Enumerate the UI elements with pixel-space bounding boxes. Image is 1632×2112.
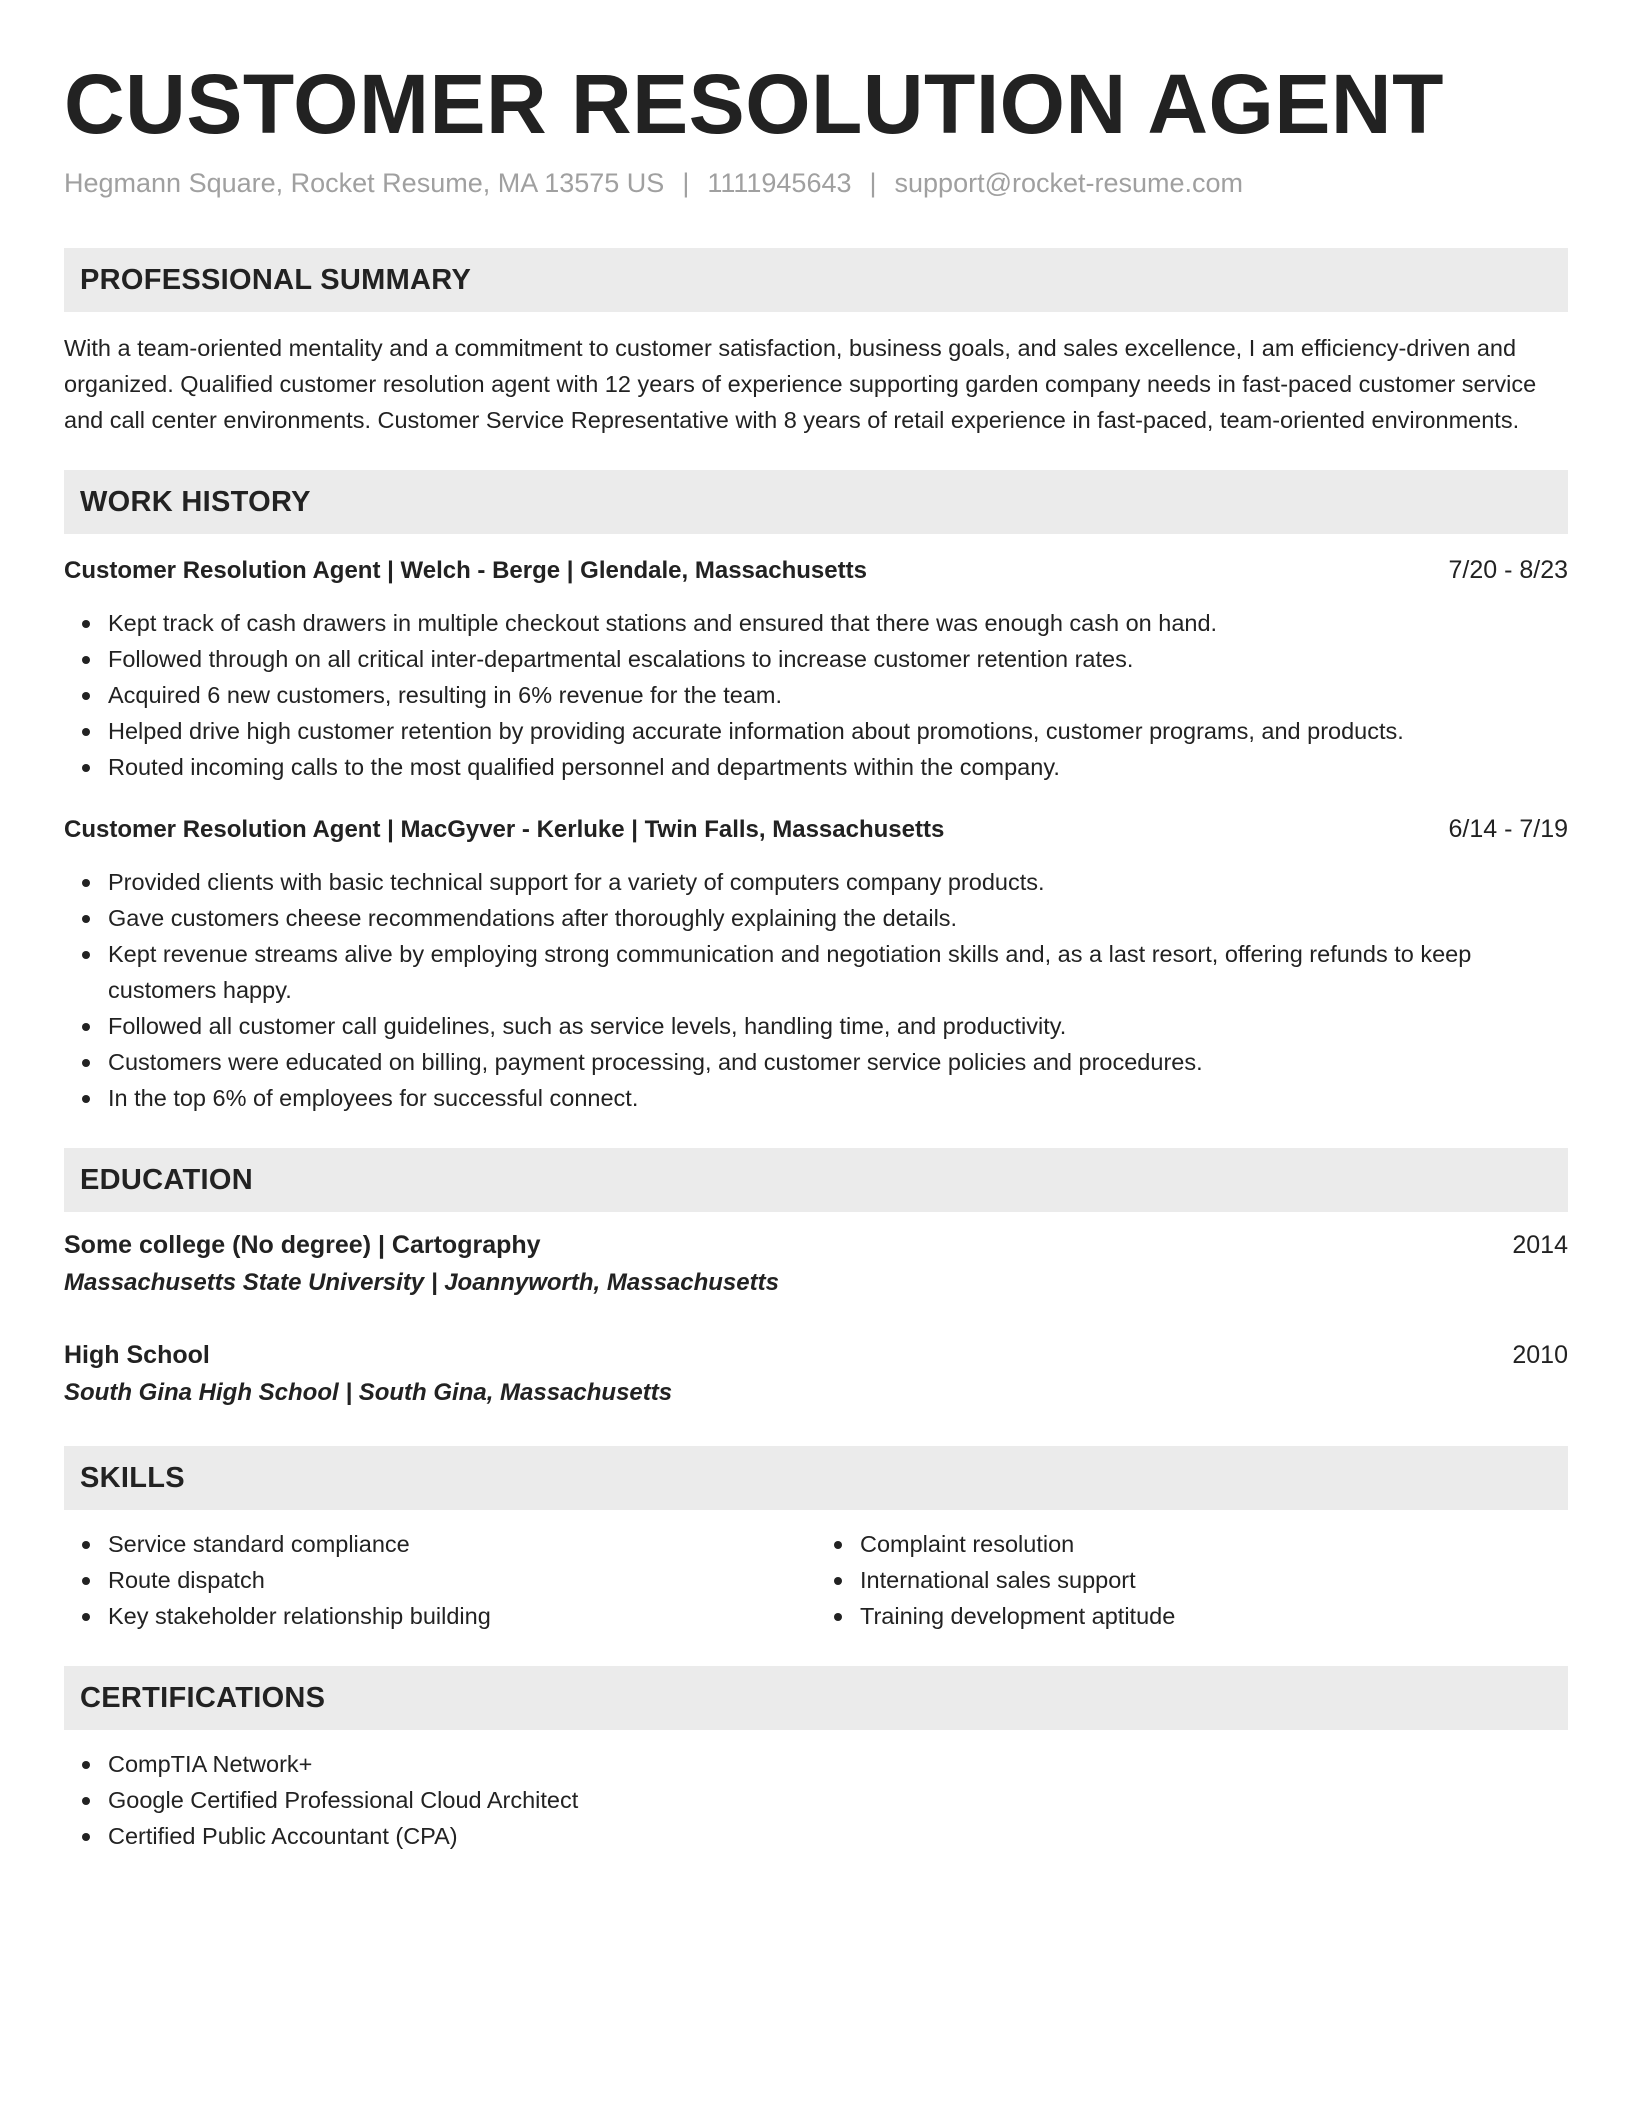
- work-history-section: [64, 470, 1568, 1116]
- skill-item: Training development aptitude: [860, 1598, 1568, 1634]
- job-entry: [64, 811, 1568, 1116]
- summary-body: [64, 330, 1568, 438]
- section-heading-certifications: CERTIFICATIONS: [64, 1666, 1568, 1730]
- job-bullet: Routed incoming calls to the most qualified personnel and departments within the company.: [108, 749, 1568, 785]
- education-school: South Gina High School | South Gina, Massachusetts: [64, 1379, 673, 1406]
- certifications-section: [64, 1666, 1568, 1854]
- education-entry: [64, 1226, 1568, 1302]
- skill-item: Key stakeholder relationship building: [108, 1598, 816, 1634]
- section-heading-summary: PROFESSIONAL SUMMARY: [64, 248, 1568, 312]
- education-year: 2014: [1512, 1231, 1568, 1259]
- education-body: [64, 1226, 1568, 1412]
- contact-phone: 1111945643: [707, 168, 852, 198]
- job-header-row: [64, 552, 1568, 589]
- resume-name-title: CUSTOMER RESOLUTION AGENT: [64, 57, 1444, 151]
- work-history-body: [64, 552, 1568, 1116]
- job-bullet: Gave customers cheese recommendations after thoroughly explaining the details.: [108, 900, 1568, 936]
- summary-section: [64, 248, 1568, 438]
- education-title: High School: [64, 1341, 210, 1369]
- skill-item: Route dispatch: [108, 1562, 816, 1598]
- job-bullet: In the top 6% of employees for successful connect.: [108, 1080, 1568, 1116]
- skill-item: Service standard compliance: [108, 1526, 816, 1562]
- summary-text: With a team-oriented mentality and a commitment to customer satisfaction, business goals, and sales excellence, I am efficiency-driven and organized. Qualified customer resolution agent with 12 years of experience supporting garden company needs in fast-paced customer service and call center environments. Customer Service Representative with 8 years of retail experience in fast-paced, team-oriented environments.: [64, 335, 1537, 433]
- education-title: Some college (No degree) | Cartography: [64, 1231, 541, 1259]
- job-bullet: Followed all customer call guidelines, such as service levels, handling time, and productivity.: [108, 1008, 1568, 1044]
- job-dates: 6/14 - 7/19: [1448, 815, 1568, 843]
- job-title: Customer Resolution Agent | Welch - Berge | Glendale, Massachusetts: [64, 557, 867, 584]
- skills-section: [64, 1446, 1568, 1634]
- job-bullet: Provided clients with basic technical support for a variety of computers company products.: [108, 864, 1568, 900]
- certifications-list: [64, 1746, 1568, 1854]
- education-header-row: [64, 1226, 1568, 1264]
- job-header-row: [64, 811, 1568, 848]
- contact-separator: |: [682, 168, 690, 198]
- contact-email: support@rocket-resume.com: [894, 168, 1244, 198]
- education-year: 2010: [1512, 1341, 1568, 1369]
- skills-grid: [64, 1510, 1568, 1634]
- education-entry: [64, 1336, 1568, 1412]
- skills-list-left: [64, 1526, 816, 1634]
- job-title: Customer Resolution Agent | MacGyver - Kerluke | Twin Falls, Massachusetts: [64, 816, 945, 843]
- contact-separator: |: [869, 168, 877, 198]
- job-bullet: Followed through on all critical inter-departmental escalations to increase customer retention rates.: [108, 641, 1568, 677]
- job-entry: [64, 552, 1568, 785]
- certification-item: Google Certified Professional Cloud Architect: [108, 1782, 1568, 1818]
- education-section: [64, 1148, 1568, 1412]
- section-heading-education: EDUCATION: [64, 1148, 1568, 1212]
- certification-item: Certified Public Accountant (CPA): [108, 1818, 1568, 1854]
- education-school: Massachusetts State University | Joannyworth, Massachusetts: [64, 1269, 779, 1296]
- contact-address: Hegmann Square, Rocket Resume, MA 13575 US: [64, 168, 665, 198]
- education-header-row: [64, 1336, 1568, 1374]
- job-bullet: Helped drive high customer retention by providing accurate information about promotions, customer programs, and products.: [108, 713, 1568, 749]
- job-bullet: Kept track of cash drawers in multiple checkout stations and ensured that there was enough cash on hand.: [108, 605, 1568, 641]
- job-bullet-list: [64, 605, 1568, 785]
- job-bullet: Acquired 6 new customers, resulting in 6% revenue for the team.: [108, 677, 1568, 713]
- job-bullet-list: [64, 864, 1568, 1116]
- skill-item: International sales support: [860, 1562, 1568, 1598]
- section-heading-work-history: WORK HISTORY: [64, 470, 1568, 534]
- certification-item: CompTIA Network+: [108, 1746, 1568, 1782]
- job-dates: 7/20 - 8/23: [1448, 556, 1568, 584]
- skill-item: Complaint resolution: [860, 1526, 1568, 1562]
- contact-line: [64, 166, 1568, 200]
- skills-list-right: [816, 1526, 1568, 1634]
- job-bullet: Customers were educated on billing, payment processing, and customer service policies and procedures.: [108, 1044, 1568, 1080]
- section-heading-skills: SKILLS: [64, 1446, 1568, 1510]
- job-bullet: Kept revenue streams alive by employing strong communication and negotiation skills and, as a last resort, offering refunds to keep customers happy.: [108, 936, 1568, 1008]
